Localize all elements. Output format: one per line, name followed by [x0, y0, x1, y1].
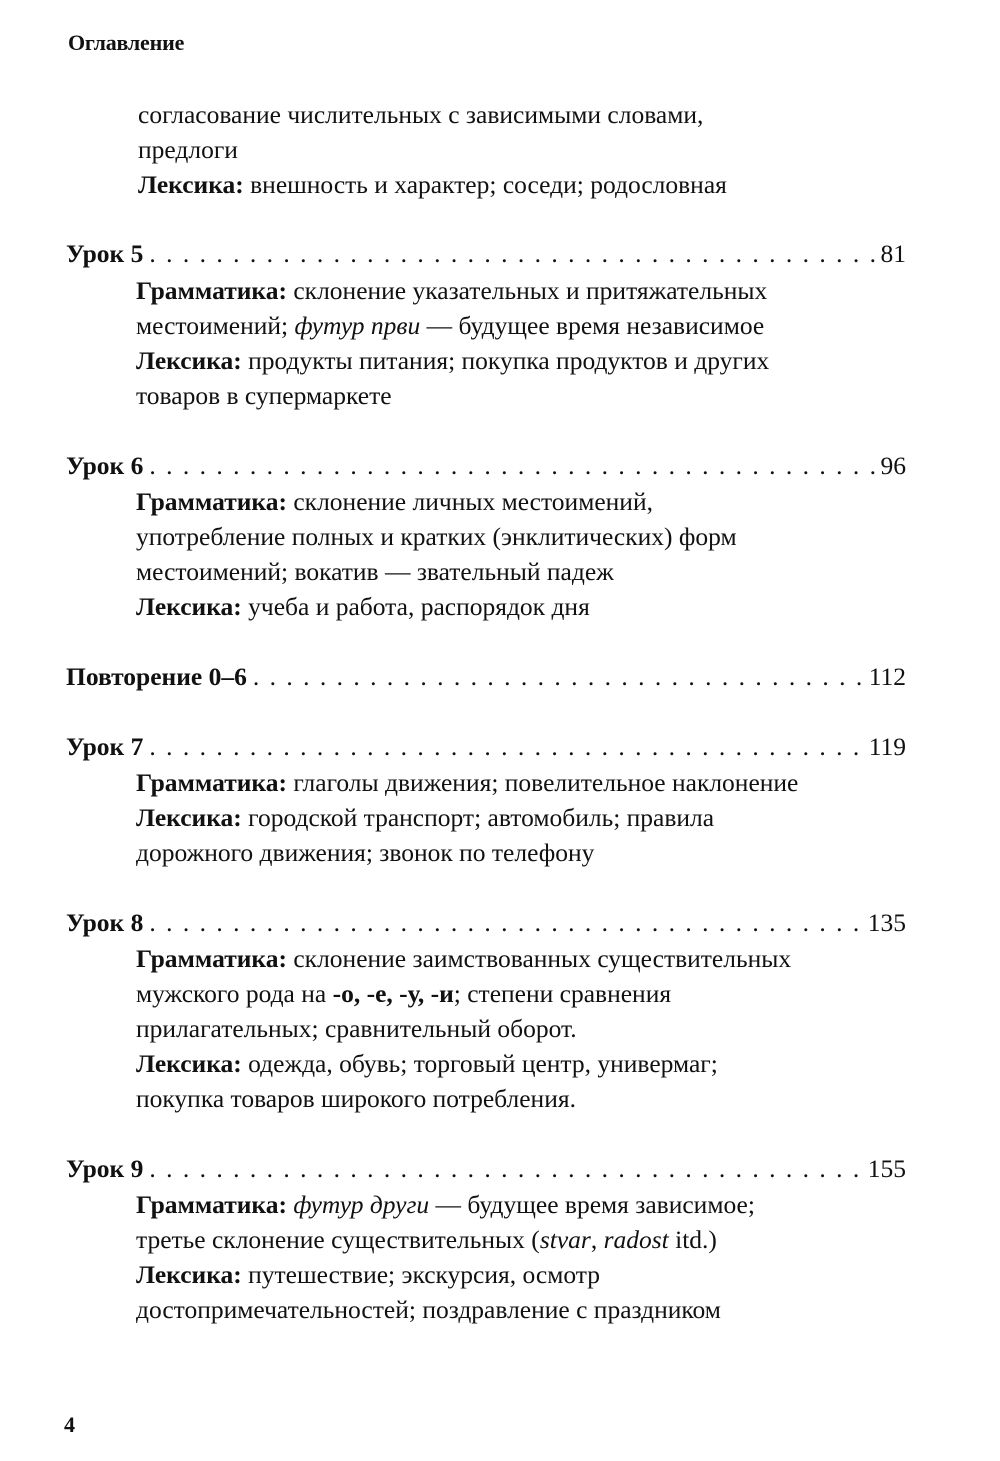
dot-leader: [253, 664, 865, 690]
grammar-line: [136, 981, 671, 1007]
lexicon-label: Лексика:: [138, 170, 244, 199]
lexicon-line: дорожного движения; звонок по телефону: [136, 838, 595, 867]
grammar-text: склонение личных местоимений,: [286, 487, 653, 516]
lexicon-line: достопримечательностей; поздравление с праздником: [136, 1295, 721, 1324]
grammar-line: прилагательных; сравнительный оборот.: [136, 1014, 577, 1043]
grammar-line: [136, 1192, 755, 1218]
entry-page-number: 119: [868, 732, 906, 761]
grammar-text: третье склонение существительных (: [136, 1225, 540, 1254]
lexicon-label: Лексика:: [136, 592, 242, 621]
lexicon-text: путешествие; экскурсия, осмотр: [241, 1260, 600, 1289]
dot-leader: [149, 1156, 863, 1182]
entry-title: Повторение 0–6: [66, 662, 247, 691]
dot-leader: [149, 734, 864, 760]
continuation-line: предлоги: [138, 135, 238, 164]
grammar-text: склонение заимствованных существительных: [286, 944, 792, 973]
lexicon-line: [136, 594, 590, 620]
grammar-text: местоимений;: [136, 311, 295, 340]
example-word: stvar: [539, 1225, 591, 1254]
grammar-text: склонение указательных и притяжательных: [286, 276, 768, 305]
example-word: radost: [603, 1225, 669, 1254]
page-number: 4: [64, 1412, 75, 1437]
entry-page-number: 135: [867, 908, 906, 937]
lexicon-line: [136, 1262, 600, 1288]
lexicon-text: внешность и характер; соседи; родословная: [243, 170, 727, 199]
toc-entry-lesson-7[interactable]: [66, 734, 906, 760]
grammar-line: [136, 946, 791, 972]
toc-entry-lesson-5[interactable]: [66, 241, 906, 267]
dot-leader: [149, 241, 876, 267]
grammar-label: Грамматика:: [136, 768, 287, 797]
lexicon-line: [136, 805, 714, 831]
continuation-line: согласование числительных с зависимыми словами,: [138, 100, 704, 129]
entry-page-number: 112: [868, 662, 906, 691]
grammar-line: [136, 770, 798, 796]
grammar-italic-term: футур други: [293, 1190, 430, 1219]
toc-entry-lesson-9[interactable]: [66, 1156, 906, 1182]
grammar-italic-term: футур први: [294, 311, 421, 340]
entry-title: Урок 6: [66, 451, 144, 480]
grammar-line: [136, 1227, 717, 1253]
lexicon-label: Лексика:: [136, 1049, 242, 1078]
grammar-bold-endings: -о, -е, -у, -и: [332, 979, 454, 1008]
lexicon-label: Лексика:: [136, 1260, 242, 1289]
lexicon-text: учеба и работа, распорядок дня: [241, 592, 590, 621]
grammar-line: [136, 313, 764, 339]
lexicon-text: одежда, обувь; торговый центр, универмаг;: [241, 1049, 718, 1078]
entry-page-number: 81: [880, 239, 906, 268]
lexicon-line: товаров в супермаркете: [136, 381, 392, 410]
entry-title: Урок 5: [66, 239, 144, 268]
lexicon-line: [136, 348, 769, 374]
grammar-text: itd.): [668, 1225, 717, 1254]
dot-leader: [149, 453, 876, 479]
lexicon-line: покупка товаров широкого потребления.: [136, 1084, 576, 1113]
entry-page-number: 155: [867, 1154, 906, 1183]
grammar-line: [136, 489, 653, 515]
grammar-text: глаголы движения; повелительное наклонение: [286, 768, 799, 797]
lexicon-text: городской транспорт; автомобиль; правила: [241, 803, 715, 832]
toc-entry-lesson-6[interactable]: [66, 453, 906, 479]
entry-title: Урок 8: [66, 908, 144, 937]
toc-entry-review[interactable]: [66, 664, 906, 690]
grammar-text: — будущее время зависимое;: [429, 1190, 755, 1219]
entry-title: Урок 7: [66, 732, 144, 761]
grammar-label: Грамматика:: [136, 1190, 287, 1219]
dot-leader: [149, 910, 863, 936]
lexicon-label: Лексика:: [136, 803, 242, 832]
grammar-line: местоимений; вокатив — звательный падеж: [136, 557, 614, 586]
continuation-lexicon: [138, 172, 727, 198]
grammar-text: мужского рода на: [136, 979, 333, 1008]
grammar-text: ,: [590, 1225, 604, 1254]
lexicon-label: Лексика:: [136, 346, 242, 375]
lexicon-line: [136, 1051, 718, 1077]
entry-page-number: 96: [880, 451, 906, 480]
entry-title: Урок 9: [66, 1154, 144, 1183]
grammar-line: употребление полных и кратких (энклитических) форм: [136, 522, 737, 551]
grammar-line: [136, 278, 767, 304]
toc-entry-lesson-8[interactable]: [66, 910, 906, 936]
grammar-label: Грамматика:: [136, 276, 287, 305]
grammar-text: — будущее время независимое: [420, 311, 765, 340]
lexicon-text: продукты питания; покупка продуктов и других: [241, 346, 770, 375]
running-head: Оглавление: [68, 30, 185, 55]
grammar-label: Грамматика:: [136, 944, 287, 973]
grammar-text: ; степени сравнения: [453, 979, 672, 1008]
grammar-label: Грамматика:: [136, 487, 287, 516]
